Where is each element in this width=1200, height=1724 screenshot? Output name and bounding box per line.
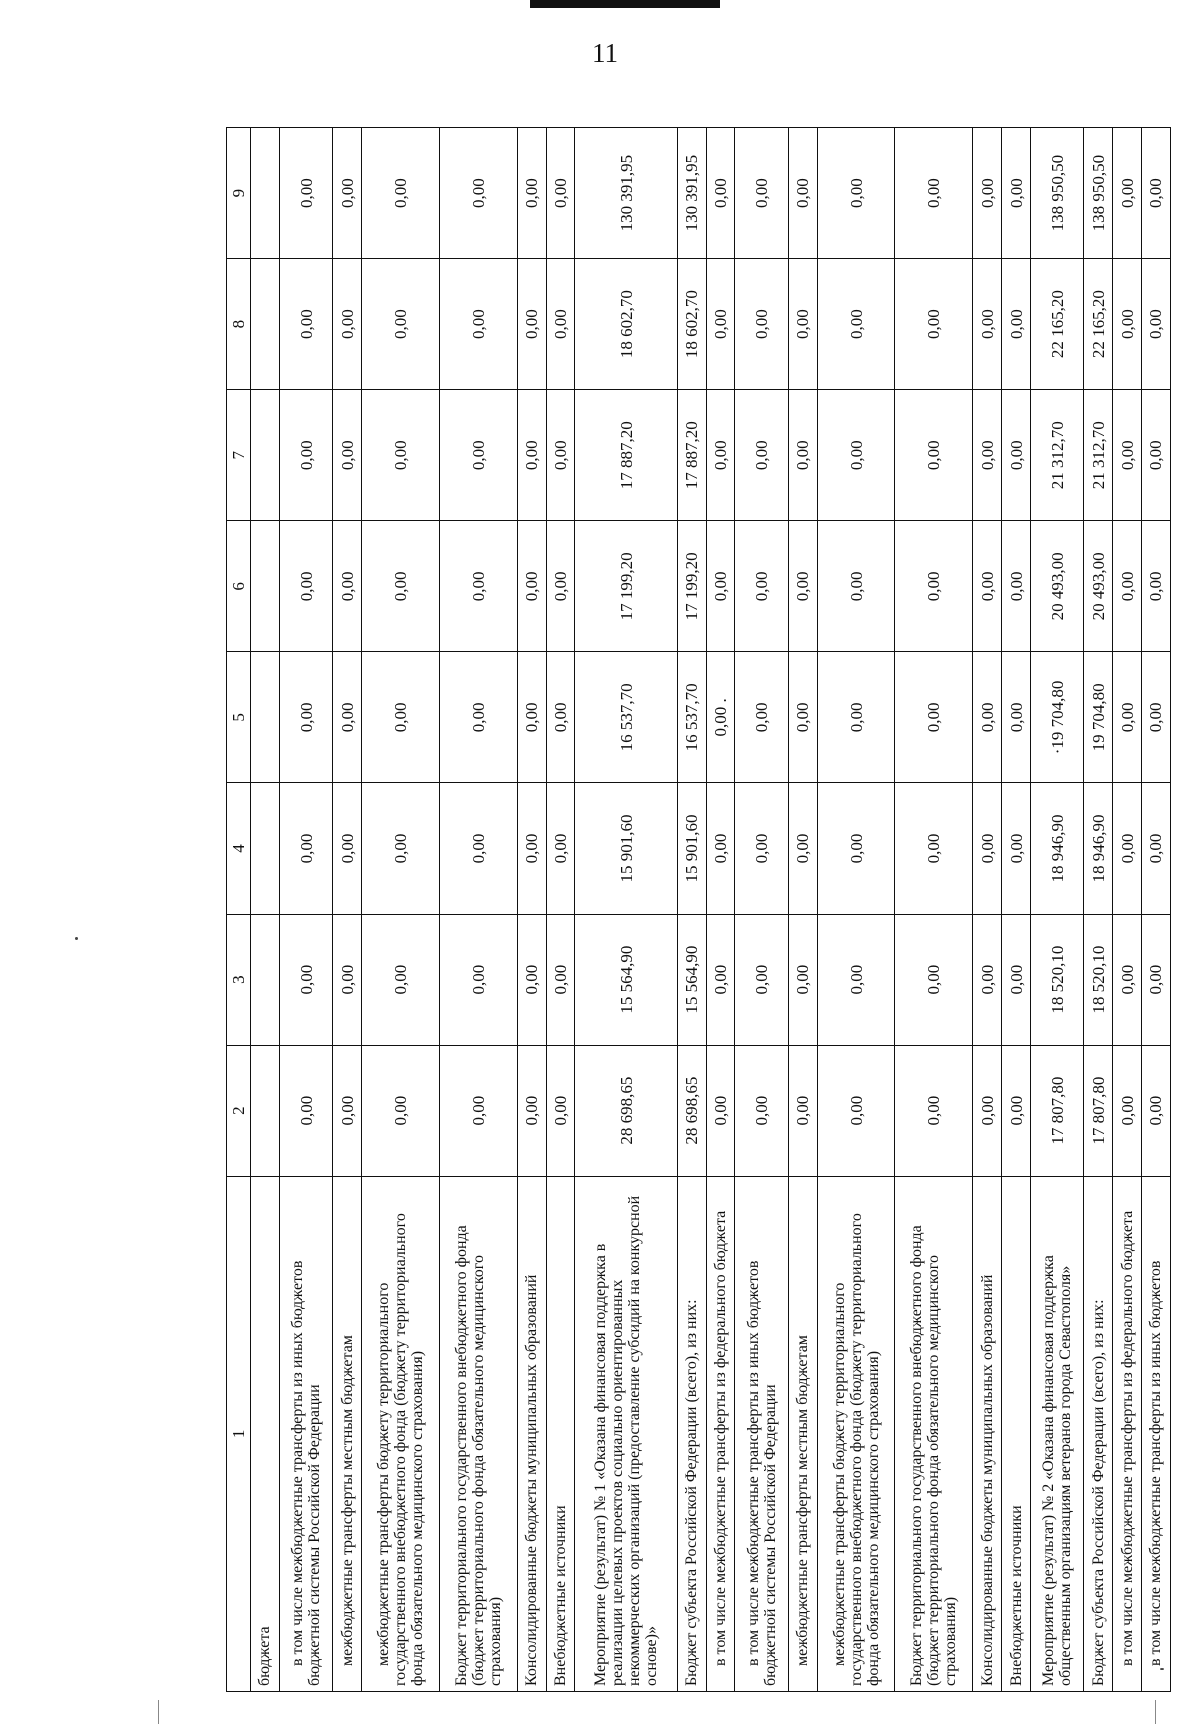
value-cell: 20 493,00 (1030, 521, 1083, 652)
value-cell: 0,00 (1113, 128, 1142, 259)
table-row (1030, 128, 1083, 1692)
value-cell: 17 199,20 (677, 521, 706, 652)
row-label: в том числе межбюджетные трансферты из иных бюджетов (1141, 1176, 1170, 1691)
value-cell: 0,00 (362, 128, 440, 259)
value-cell: 0,00 (1002, 1045, 1031, 1176)
scan-edge-line (158, 1700, 159, 1724)
scan-speck (75, 937, 78, 940)
row-label: Мероприятие (результат) № 1 «Оказана финансовая поддержка в реализации целевых проектов социально ориентированных некоммерческих организаций (предоставление субсидий на конкурсной основе)» (575, 1176, 677, 1691)
value-cell: 0,00 (1113, 521, 1142, 652)
row-label: Бюджет территориального государственного внебюджетного фонда (бюджет территориального фонда обязательного медицинского страхования) (439, 1176, 517, 1691)
value-cell: 0,00 (362, 652, 440, 783)
value-cell: 0,00 (706, 259, 735, 390)
value-cell: 0,00 (279, 1045, 332, 1176)
value-cell: ·19 704,80 (1030, 652, 1083, 783)
value-cell: 138 950,50 (1030, 128, 1083, 259)
value-cell: 0,00 (817, 521, 895, 652)
value-cell: 16 537,70 (575, 652, 677, 783)
value-cell: 0,00 (439, 1045, 517, 1176)
value-cell: 0,00 (895, 259, 973, 390)
value-cell: 15 564,90 (677, 914, 706, 1045)
value-cell: 0,00 (279, 914, 332, 1045)
value-cell: 0,00 (1113, 390, 1142, 521)
value-cell: 0,00 (706, 128, 735, 259)
value-cell: 16 537,70 (677, 652, 706, 783)
table-row (788, 128, 817, 1692)
value-cell: 15 901,60 (677, 783, 706, 914)
value-cell: 0,00 (1002, 390, 1031, 521)
value-cell: 0,00 (735, 1045, 788, 1176)
value-cell: 17 199,20 (575, 521, 677, 652)
value-cell: 0,00 (735, 652, 788, 783)
value-cell: 0,00 (973, 128, 1002, 259)
value-cell: 0,00 (895, 914, 973, 1045)
column-header: 9 (227, 128, 251, 259)
column-header: 2 (227, 1045, 251, 1176)
value-cell: 0,00 (517, 521, 546, 652)
value-cell: 0,00 (1113, 652, 1142, 783)
value-cell: 0,00 (973, 390, 1002, 521)
value-cell: 15 901,60 (575, 783, 677, 914)
budget-table (226, 127, 1171, 1692)
value-cell: 21 312,70 (1030, 390, 1083, 521)
value-cell: 0,00 (333, 259, 362, 390)
value-cell (251, 652, 280, 783)
value-cell: 0,00 (895, 783, 973, 914)
value-cell (251, 914, 280, 1045)
value-cell: 0,00 (362, 259, 440, 390)
value-cell: 0,00 (279, 521, 332, 652)
table-row (333, 128, 362, 1692)
value-cell: 0,00 (735, 259, 788, 390)
value-cell: 0,00 (333, 914, 362, 1045)
value-cell: 0,00 (788, 1045, 817, 1176)
value-cell: 18 520,10 (1030, 914, 1083, 1045)
value-cell: 0,00 (735, 783, 788, 914)
value-cell: 0,00 (706, 1045, 735, 1176)
column-header: 3 (227, 914, 251, 1045)
value-cell: 0,00 (706, 390, 735, 521)
value-cell: 0,00 (817, 1045, 895, 1176)
value-cell: 0,00 (788, 652, 817, 783)
value-cell: 130 391,95 (575, 128, 677, 259)
value-cell (251, 783, 280, 914)
value-cell: 0,00 (1113, 914, 1142, 1045)
value-cell: 0,00 (279, 259, 332, 390)
value-cell: 0,00 (1002, 521, 1031, 652)
value-cell: 17 807,80 (1084, 1045, 1113, 1176)
value-cell: 0,00 (1002, 783, 1031, 914)
row-label: Бюджет субъекта Российской Федерации (всего), из них: (677, 1176, 706, 1691)
value-cell: 0,00 (439, 914, 517, 1045)
value-cell (251, 521, 280, 652)
value-cell: 0,00 (788, 914, 817, 1045)
value-cell: 0,00 (279, 128, 332, 259)
value-cell: 0,00 (279, 783, 332, 914)
value-cell: 18 946,90 (1030, 783, 1083, 914)
value-cell: 0,00 (517, 652, 546, 783)
value-cell: 0,00 (333, 521, 362, 652)
value-cell: 0,00 (973, 521, 1002, 652)
value-cell: 0,00 (333, 1045, 362, 1176)
row-label: межбюджетные трансферты бюджету территориального государственного внебюджетного фонда (бюджету территориального фонда обязательного медицинского страхования) (817, 1176, 895, 1691)
value-cell: 0,00 (546, 390, 575, 521)
value-cell: 0,00 (1002, 128, 1031, 259)
value-cell: 0,00 (362, 914, 440, 1045)
value-cell: 21 312,70 (1084, 390, 1113, 521)
table-body (251, 128, 1171, 1692)
row-label: Консолидированные бюджеты муниципальных образований (517, 1176, 546, 1691)
table-row (362, 128, 440, 1692)
value-cell: 0,00 (735, 914, 788, 1045)
table-row (735, 128, 788, 1692)
value-cell: 0,00 (788, 128, 817, 259)
rotated-table-wrapper (226, 127, 1171, 1692)
value-cell: 0,00 (817, 390, 895, 521)
value-cell: 0,00 (1113, 1045, 1142, 1176)
value-cell (251, 390, 280, 521)
value-cell: 0,00 (546, 128, 575, 259)
row-label: Консолидированные бюджеты муниципальных образований (973, 1176, 1002, 1691)
column-header: 7 (227, 390, 251, 521)
table-row (517, 128, 546, 1692)
page-number: 11 (592, 38, 618, 68)
row-label: в том числе межбюджетные трансферты из федерального бюджета (1113, 1176, 1142, 1691)
table-row (895, 128, 973, 1692)
value-cell: 0,00 (1002, 652, 1031, 783)
scan-top-bar (530, 0, 720, 8)
value-cell: 22 165,20 (1030, 259, 1083, 390)
value-cell: 17 887,20 (677, 390, 706, 521)
value-cell: 0,00 (279, 652, 332, 783)
value-cell: 0,00 (706, 783, 735, 914)
row-label: Внебюджетные источники (546, 1176, 575, 1691)
value-cell: 0,00 . (706, 652, 735, 783)
table-row (546, 128, 575, 1692)
value-cell: 0,00 (439, 128, 517, 259)
value-cell: 0,00 (517, 1045, 546, 1176)
value-cell: 0,00 (895, 521, 973, 652)
value-cell: 0,00 (517, 259, 546, 390)
value-cell: 0,00 (439, 652, 517, 783)
value-cell: 0,00 (362, 390, 440, 521)
column-header: 5 (227, 652, 251, 783)
value-cell: 0,00 (788, 783, 817, 914)
value-cell: 0,00 (895, 652, 973, 783)
value-cell: 0,00 (706, 521, 735, 652)
table-row (575, 128, 677, 1692)
value-cell: 18 602,70 (677, 259, 706, 390)
value-cell: 138 950,50 (1084, 128, 1113, 259)
value-cell: 0,00 (546, 783, 575, 914)
value-cell: 18 946,90 (1084, 783, 1113, 914)
row-label: Внебюджетные источники (1002, 1176, 1031, 1691)
table-row (706, 128, 735, 1692)
value-cell: 0,00 (1141, 1045, 1170, 1176)
table-row (817, 128, 895, 1692)
value-cell: 17 807,80 (1030, 1045, 1083, 1176)
value-cell: 0,00 (517, 914, 546, 1045)
row-label: Мероприятие (результат) № 2 «Оказана финансовая поддержка общественным организациям ветеранов города Севастополя» (1030, 1176, 1083, 1691)
value-cell: 0,00 (895, 1045, 973, 1176)
value-cell: 0,00 (333, 390, 362, 521)
value-cell: 0,00 (1141, 521, 1170, 652)
value-cell: 0,00 (439, 783, 517, 914)
column-header: 6 (227, 521, 251, 652)
value-cell: 0,00 (1113, 259, 1142, 390)
row-label: межбюджетные трансферты местным бюджетам (788, 1176, 817, 1691)
value-cell: 0,00 (546, 914, 575, 1045)
value-cell: 0,00 (439, 390, 517, 521)
value-cell: 22 165,20 (1084, 259, 1113, 390)
value-cell: 0,00 (1002, 914, 1031, 1045)
value-cell: 0,00 (973, 783, 1002, 914)
value-cell: 0,00 (735, 521, 788, 652)
value-cell: 17 887,20 (575, 390, 677, 521)
table-row (677, 128, 706, 1692)
row-label: в том числе межбюджетные трансферты из иных бюджетов бюджетной системы Российской Федерации (735, 1176, 788, 1691)
value-cell (251, 259, 280, 390)
value-cell: 0,00 (362, 1045, 440, 1176)
value-cell: 0,00 (362, 521, 440, 652)
table-row (1141, 128, 1170, 1692)
value-cell: 0,00 (546, 521, 575, 652)
value-cell: 0,00 (362, 783, 440, 914)
value-cell: 0,00 (973, 914, 1002, 1045)
table-row (973, 128, 1002, 1692)
value-cell: 15 564,90 (575, 914, 677, 1045)
value-cell: 0,00 (1141, 390, 1170, 521)
row-label: межбюджетные трансферты местным бюджетам (333, 1176, 362, 1691)
value-cell: 0,00 (817, 783, 895, 914)
value-cell: 0,00 (333, 652, 362, 783)
value-cell: 0,00 (788, 521, 817, 652)
column-header: 8 (227, 259, 251, 390)
value-cell: 0,00 (735, 390, 788, 521)
value-cell: 18 602,70 (575, 259, 677, 390)
column-header: 4 (227, 783, 251, 914)
value-cell: 0,00 (895, 390, 973, 521)
value-cell: 0,00 (817, 652, 895, 783)
value-cell: 0,00 (788, 390, 817, 521)
table-row (1113, 128, 1142, 1692)
value-cell: 28 698,65 (575, 1045, 677, 1176)
value-cell: 0,00 (439, 259, 517, 390)
table-row (279, 128, 332, 1692)
value-cell: 0,00 (973, 652, 1002, 783)
value-cell: 130 391,95 (677, 128, 706, 259)
value-cell: 19 704,80 (1084, 652, 1113, 783)
value-cell: 0,00 (895, 128, 973, 259)
row-label: Бюджет субъекта Российской Федерации (всего), из них: (1084, 1176, 1113, 1691)
table-row (1084, 128, 1113, 1692)
value-cell (251, 1045, 280, 1176)
row-label: межбюджетные трансферты бюджету территориального государственного внебюджетного фонда (бюджету территориального фонда обязательного медицинского страхования) (362, 1176, 440, 1691)
value-cell: 0,00 (333, 128, 362, 259)
value-cell: 18 520,10 (1084, 914, 1113, 1045)
value-cell: 0,00 (788, 259, 817, 390)
row-label: бюджета (251, 1176, 280, 1691)
scan-edge-line (1155, 1700, 1156, 1724)
row-label: в том числе межбюджетные трансферты из федерального бюджета (706, 1176, 735, 1691)
value-cell: 0,00 (1141, 652, 1170, 783)
value-cell: 0,00 (439, 521, 517, 652)
value-cell: 0,00 (817, 128, 895, 259)
value-cell: 0,00 (279, 390, 332, 521)
value-cell: 0,00 (333, 783, 362, 914)
table-header-row (227, 128, 251, 1692)
row-label: Бюджет территориального государственного внебюджетного фонда (бюджет территориального фонда обязательного медицинского страхования) (895, 1176, 973, 1691)
value-cell: 0,00 (1141, 128, 1170, 259)
value-cell: 0,00 (973, 259, 1002, 390)
value-cell: 0,00 (817, 259, 895, 390)
value-cell: 0,00 (1141, 259, 1170, 390)
value-cell: 0,00 (546, 1045, 575, 1176)
value-cell: 0,00 (817, 914, 895, 1045)
value-cell: 0,00 (517, 783, 546, 914)
value-cell: 0,00 (1141, 914, 1170, 1045)
value-cell: 0,00 (517, 390, 546, 521)
value-cell: 20 493,00 (1084, 521, 1113, 652)
row-label: в том числе межбюджетные трансферты из иных бюджетов бюджетной системы Российской Федерации (279, 1176, 332, 1691)
value-cell: 0,00 (1141, 783, 1170, 914)
table-row (1002, 128, 1031, 1692)
value-cell: 0,00 (517, 128, 546, 259)
value-cell (251, 128, 280, 259)
value-cell: 0,00 (973, 1045, 1002, 1176)
value-cell: 28 698,65 (677, 1045, 706, 1176)
value-cell: 0,00 (735, 128, 788, 259)
value-cell: 0,00 (706, 914, 735, 1045)
table-row (439, 128, 517, 1692)
table-row (251, 128, 280, 1692)
value-cell: 0,00 (546, 259, 575, 390)
value-cell: 0,00 (1002, 259, 1031, 390)
value-cell: 0,00 (1113, 783, 1142, 914)
column-header: 1 (227, 1176, 251, 1691)
value-cell: 0,00 (546, 652, 575, 783)
